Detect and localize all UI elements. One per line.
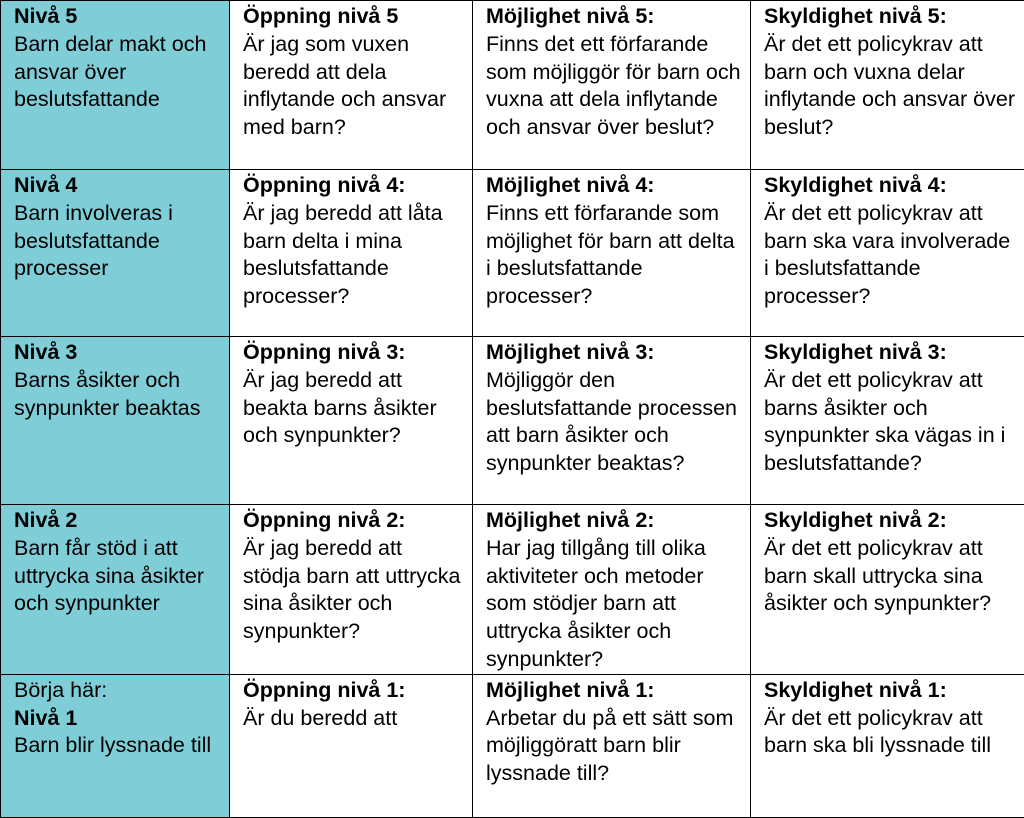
- possibility-heading: Möjlighet nivå 2:: [486, 507, 742, 535]
- level-cell: [1, 170, 230, 337]
- level-description: Barns åsikter och synpunkter beaktas: [14, 367, 221, 423]
- possibility-cell: [473, 674, 751, 817]
- obligation-heading: Skyldighet nivå 2:: [764, 507, 1016, 535]
- opening-text: Är jag som vuxen beredd att dela inflytande och ansvar med barn?: [243, 31, 464, 142]
- opening-cell: [230, 337, 473, 505]
- level-description: Barn får stöd i att uttrycka sina åsikter och synpunkter: [14, 535, 221, 618]
- opening-cell: [230, 674, 473, 817]
- possibility-text: Finns det ett förfarande som möjliggör för barn och vuxna att dela inflytande och ansvar över beslut?: [486, 31, 742, 142]
- opening-heading: Öppning nivå 3:: [243, 339, 464, 367]
- possibility-cell: [473, 505, 751, 675]
- level-cell: [1, 1, 230, 170]
- possibility-heading: Möjlighet nivå 5:: [486, 3, 742, 31]
- level-cell: [1, 337, 230, 505]
- level-heading: Nivå 5: [14, 3, 221, 31]
- obligation-text: Är det ett policykrav att barn och vuxna delar inflytande och ansvar över beslut?: [764, 31, 1016, 142]
- possibility-text: Möjliggör den beslutsfattande processen att barn åsikter och synpunkter beaktas?: [486, 367, 742, 478]
- obligation-heading: Skyldighet nivå 4:: [764, 172, 1016, 200]
- table-row-level-1: [1, 674, 1024, 817]
- obligation-cell: [751, 674, 1024, 817]
- level-heading: Nivå 2: [14, 507, 221, 535]
- opening-heading: Öppning nivå 1:: [243, 677, 464, 705]
- obligation-cell: [751, 170, 1024, 337]
- obligation-cell: [751, 505, 1024, 675]
- opening-text: Är jag beredd att låta barn delta i mina beslutsfattande processer?: [243, 200, 464, 311]
- opening-text: Är du beredd att: [243, 705, 464, 733]
- table-row-level-5: [1, 1, 1024, 170]
- level-description: Barn involveras i beslutsfattande processer: [14, 200, 221, 283]
- level-cell: [1, 505, 230, 675]
- opening-cell: [230, 170, 473, 337]
- opening-cell: [230, 1, 473, 170]
- opening-text: Är jag beredd att beakta barns åsikter och synpunkter?: [243, 367, 464, 450]
- opening-heading: Öppning nivå 4:: [243, 172, 464, 200]
- level-heading: Nivå 3: [14, 339, 221, 367]
- obligation-heading: Skyldighet nivå 5:: [764, 3, 1016, 31]
- table-row-level-3: [1, 337, 1024, 505]
- possibility-cell: [473, 170, 751, 337]
- obligation-heading: Skyldighet nivå 1:: [764, 677, 1016, 705]
- possibility-heading: Möjlighet nivå 4:: [486, 172, 742, 200]
- possibility-text: Har jag tillgång till olika aktiviteter och metoder som stödjer barn att uttrycka åsikter och synpunkter?: [486, 535, 742, 674]
- obligation-text: Är det ett policykrav att barn ska bli lyssnade till: [764, 705, 1016, 761]
- level-description: Barn delar makt och ansvar över beslutsfattande: [14, 31, 221, 114]
- opening-heading: Öppning nivå 2:: [243, 507, 464, 535]
- possibility-heading: Möjlighet nivå 1:: [486, 677, 742, 705]
- obligation-heading: Skyldighet nivå 3:: [764, 339, 1016, 367]
- level-heading: Nivå 4: [14, 172, 221, 200]
- table-row-level-2: [1, 505, 1024, 675]
- obligation-cell: [751, 337, 1024, 505]
- possibility-text: Arbetar du på ett sätt som möjliggöratt barn blir lyssnade till?: [486, 705, 742, 788]
- table-row-level-4: [1, 170, 1024, 337]
- possibility-text: Finns ett förfarande som möjlighet för barn att delta i beslutsfattande processer?: [486, 200, 742, 311]
- opening-text: Är jag beredd att stödja barn att uttrycka sina åsikter och synpunkter?: [243, 535, 464, 646]
- level-heading: Nivå 1: [14, 705, 221, 733]
- level-description: Barn blir lyssnade till: [14, 732, 221, 760]
- possibility-cell: [473, 337, 751, 505]
- obligation-cell: [751, 1, 1024, 170]
- opening-heading: Öppning nivå 5: [243, 3, 464, 31]
- opening-cell: [230, 505, 473, 675]
- level-cell: [1, 674, 230, 817]
- possibility-heading: Möjlighet nivå 3:: [486, 339, 742, 367]
- obligation-text: Är det ett policykrav att barn skall uttrycka sina åsikter och synpunkter?: [764, 535, 1016, 618]
- possibility-cell: [473, 1, 751, 170]
- obligation-text: Är det ett policykrav att barn ska vara involverade i beslutsfattande processer?: [764, 200, 1016, 311]
- obligation-text: Är det ett policykrav att barns åsikter och synpunkter ska vägas in i beslutsfattande?: [764, 367, 1016, 478]
- start-here-label: Börja här:: [14, 677, 221, 705]
